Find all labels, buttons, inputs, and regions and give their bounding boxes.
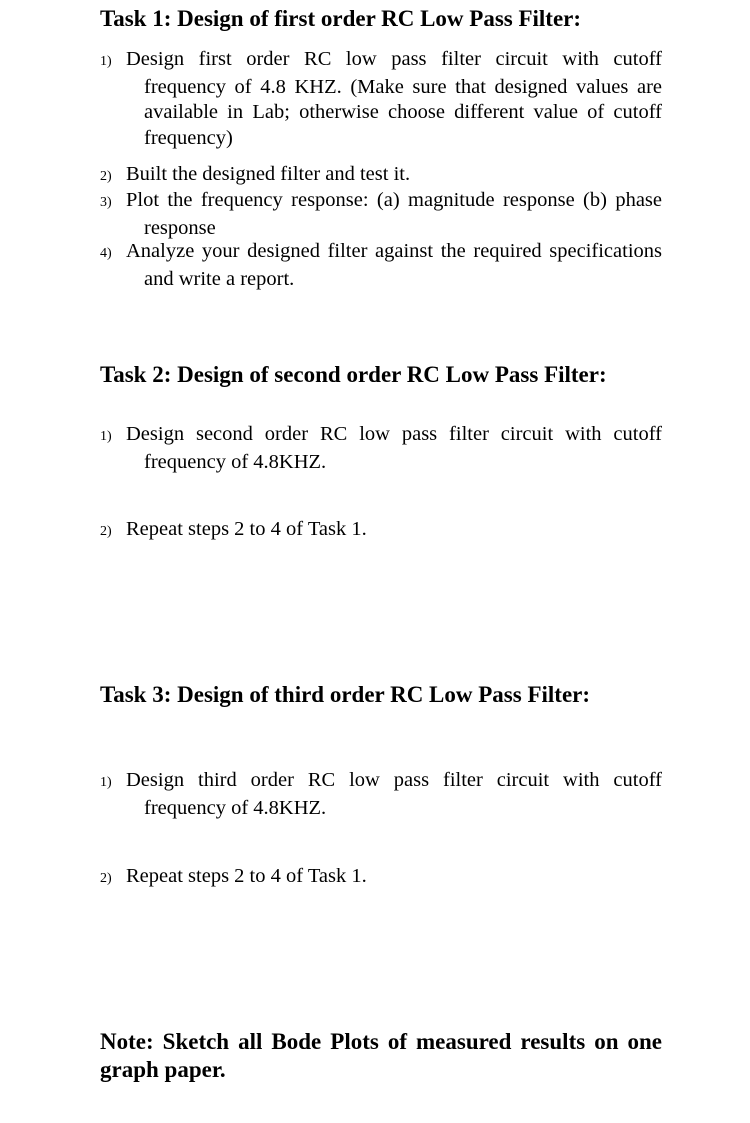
task2-item-1: 1) Design second order RC low pass filter circuit with cutoff frequency of 4.8KHZ. — [100, 423, 662, 473]
task1-item-3: 3) Plot the frequency response: (a) magnitude response (b) phase response — [100, 189, 662, 239]
task3-item-2: 2) Repeat steps 2 to 4 of Task 1. — [100, 865, 367, 887]
task3-item-1: 1) Design third order RC low pass filter circuit with cutoff frequency of 4.8KHZ. — [100, 769, 662, 819]
task3-heading: Task 3: Design of third order RC Low Pass Filter: — [100, 682, 591, 707]
task1-item-2: 2) Built the designed filter and test it. — [100, 163, 411, 185]
item-text: Analyze your designed filter against the required specifications and write a report. — [126, 240, 662, 290]
task1-heading: Task 1: Design of first order RC Low Pass Filter: — [100, 6, 582, 31]
item-text: Design second order RC low pass filter circuit with cutoff frequency of 4.8KHZ. — [126, 423, 662, 473]
item-text: Repeat steps 2 to 4 of Task 1. — [126, 518, 367, 540]
item-text: Plot the frequency response: (a) magnitude response (b) phase response — [126, 189, 662, 239]
note-text: Note: Sketch all Bode Plots of measured results on one graph paper. — [100, 1029, 662, 1082]
task1-item-4: 4) Analyze your designed filter against the required specifications and write a report. — [100, 240, 662, 290]
item-text: Design third order RC low pass filter circuit with cutoff frequency of 4.8KHZ. — [126, 769, 662, 819]
item-text: Repeat steps 2 to 4 of Task 1. — [126, 865, 367, 887]
task2-item-2: 2) Repeat steps 2 to 4 of Task 1. — [100, 518, 367, 540]
task1-item-1: 1) Design first order RC low pass filter circuit with cutoff frequency of 4.8 KHZ. (Make sure that designed values are available in Lab; otherwise choose different value of cutoff frequency) — [100, 48, 662, 149]
item-text: Built the designed filter and test it. — [126, 163, 411, 185]
task2-heading: Task 2: Design of second order RC Low Pass Filter: — [100, 362, 607, 387]
item-text: Design first order RC low pass filter circuit with cutoff frequency of 4.8 KHZ. (Make sure that designed values are available in Lab; otherwise choose different value of cutoff frequency) — [126, 48, 662, 149]
